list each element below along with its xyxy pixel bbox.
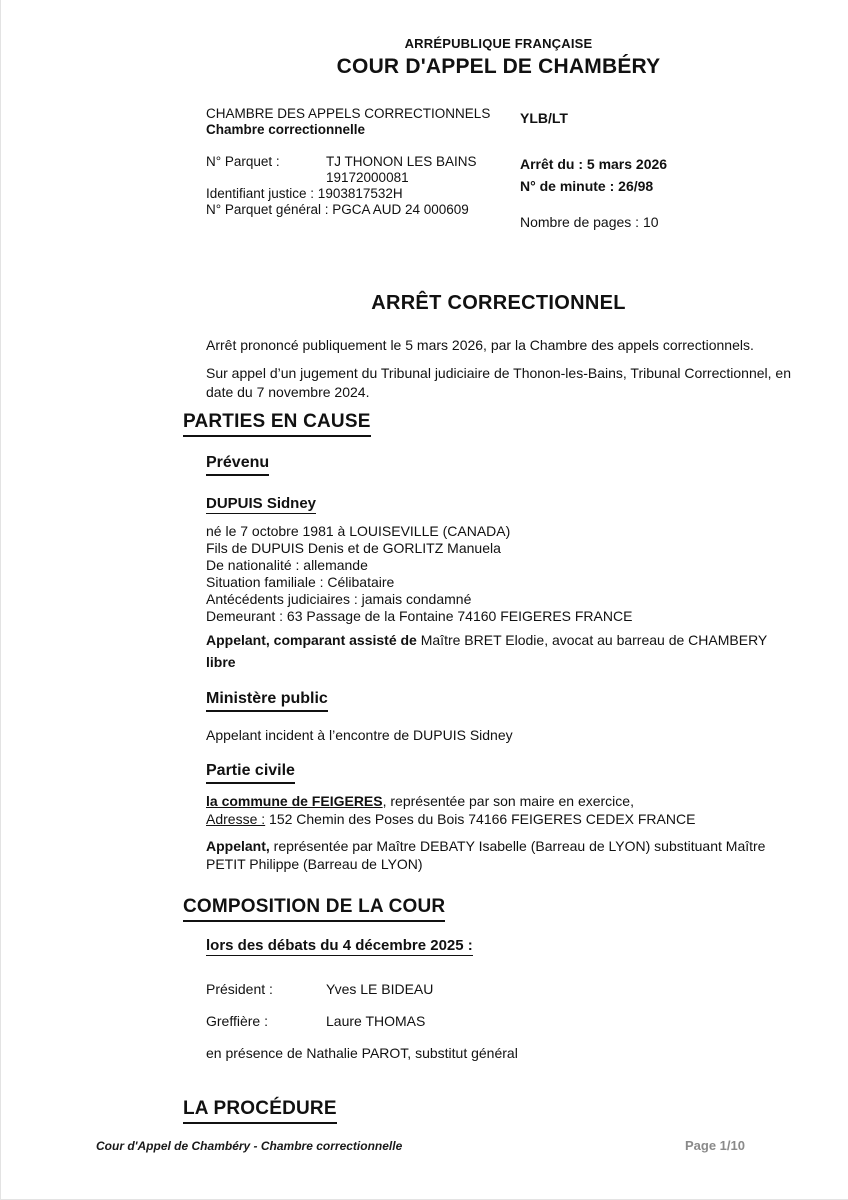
debats-date-line: lors des débats du 4 décembre 2025 : bbox=[206, 937, 473, 954]
prevenu-name: DUPUIS Sidney bbox=[206, 495, 317, 512]
prevenu-appelant-line bbox=[206, 631, 791, 649]
section-parties bbox=[183, 411, 791, 873]
partie-civile-adresse-value: 152 Chemin des Poses du Bois 74166 FEIGERES CEDEX FRANCE bbox=[265, 811, 696, 827]
parquet-label: N° Parquet : bbox=[206, 154, 280, 169]
pages-count-line: Nombre de pages : 10 bbox=[520, 214, 659, 230]
composition-heading: COMPOSITION DE LA COUR bbox=[183, 896, 445, 922]
footer-court-label: Cour d'Appel de Chambéry - Chambre correctionnelle bbox=[96, 1139, 403, 1153]
prevenu-details bbox=[206, 523, 791, 625]
arret-date-line: Arrêt du : 5 mars 2026 bbox=[520, 156, 668, 172]
partie-civile-heading: Partie civile bbox=[206, 762, 295, 784]
presence-line: en présence de Nathalie PAROT, substitut général bbox=[206, 1045, 518, 1061]
document-header bbox=[206, 36, 791, 79]
president-label: Président : bbox=[206, 981, 273, 997]
parquet-block bbox=[206, 154, 520, 218]
parties-heading: PARTIES EN CAUSE bbox=[183, 411, 371, 437]
chamber-line-2: Chambre correctionnelle bbox=[206, 122, 366, 137]
section-composition bbox=[183, 896, 791, 1061]
greffiere-name: Laure THOMAS bbox=[326, 1013, 426, 1029]
prevenu-detail-nationality: De nationalité : allemande bbox=[206, 557, 368, 573]
prevenu-detail-family: Situation familiale : Célibataire bbox=[206, 574, 395, 590]
main-title: ARRÊT CORRECTIONNEL bbox=[371, 292, 626, 314]
parquet-number: 19172000081 bbox=[326, 170, 409, 185]
prevenu-appelant-rest: Maître BRET Elodie, avocat au barreau de CHAMBERY bbox=[416, 632, 768, 648]
chamber-line-1: CHAMBRE DES APPELS CORRECTIONNELS bbox=[206, 106, 491, 121]
republic-line: ARRÉPUBLIQUE FRANÇAISE bbox=[404, 36, 593, 51]
composition-row-president bbox=[206, 981, 791, 997]
partie-civile-name: la commune de FEIGERES bbox=[206, 793, 383, 809]
identifiant-line: Identifiant justice : 1903817532H bbox=[206, 186, 403, 201]
minute-line: N° de minute : 26/98 bbox=[520, 178, 654, 194]
procedure-heading: LA PROCÉDURE bbox=[183, 1098, 337, 1124]
section-procedure bbox=[183, 1098, 791, 1124]
main-title-block bbox=[206, 292, 791, 315]
prevenu-appelant-bold: Appelant, comparant assisté de bbox=[206, 632, 417, 648]
court-title: COUR D'APPEL DE CHAMBÉRY bbox=[336, 55, 661, 78]
president-name: Yves LE BIDEAU bbox=[326, 981, 434, 997]
partie-civile-appelant-line bbox=[206, 837, 791, 873]
case-info-block bbox=[206, 106, 806, 231]
composition-row-greffiere bbox=[206, 1013, 791, 1029]
prevenu-heading: Prévenu bbox=[206, 454, 269, 476]
prevenu-detail-record: Antécédents judiciaires : jamais condamné bbox=[206, 591, 472, 607]
partie-civile-appelant-rest: représentée par Maître DEBATY Isabelle (Barreau de LYON) substituant Maître PETIT Philippe (Barreau de LYON) bbox=[206, 838, 766, 872]
partie-civile-name-rest: , représentée par son maire en exercice, bbox=[382, 793, 634, 809]
parquet-row bbox=[206, 154, 520, 170]
case-info-left bbox=[206, 106, 520, 231]
intro-paragraph-1: Arrêt prononcé publiquement le 5 mars 2026, par la Chambre des appels correctionnels. bbox=[206, 337, 754, 353]
ministere-text: Appelant incident à l’encontre de DUPUIS Sidney bbox=[206, 727, 513, 743]
parquet-general-line: N° Parquet général : PGCA AUD 24 000609 bbox=[206, 202, 469, 217]
partie-civile-adresse-label: Adresse : bbox=[206, 811, 266, 827]
prevenu-detail-address: Demeurant : 63 Passage de la Fontaine 74160 FEIGERES FRANCE bbox=[206, 608, 633, 624]
partie-civile-name-line bbox=[206, 792, 791, 828]
case-info-right bbox=[520, 106, 780, 231]
reference-initials: YLB/LT bbox=[520, 110, 568, 126]
parquet-number-row bbox=[206, 170, 520, 186]
prevenu-detail-parents: Fils de DUPUIS Denis et de GORLITZ Manuela bbox=[206, 540, 501, 556]
prevenu-detail-birth: né le 7 octobre 1981 à LOUISEVILLE (CANADA) bbox=[206, 523, 511, 539]
footer-page-number: Page 1/10 bbox=[685, 1138, 745, 1153]
intro-paragraph-2: Sur appel d’un jugement du Tribunal judiciaire de Thonon-les-Bains, Tribunal Correctionnel, en date du 7 novembre 2024. bbox=[206, 365, 791, 400]
parquet-court: TJ THONON LES BAINS bbox=[326, 154, 477, 169]
prevenu-status: libre bbox=[206, 654, 236, 670]
intro-block bbox=[206, 336, 791, 411]
partie-civile-appelant-bold: Appelant, bbox=[206, 838, 270, 854]
greffiere-label: Greffière : bbox=[206, 1013, 268, 1029]
ministere-heading: Ministère public bbox=[206, 690, 328, 712]
